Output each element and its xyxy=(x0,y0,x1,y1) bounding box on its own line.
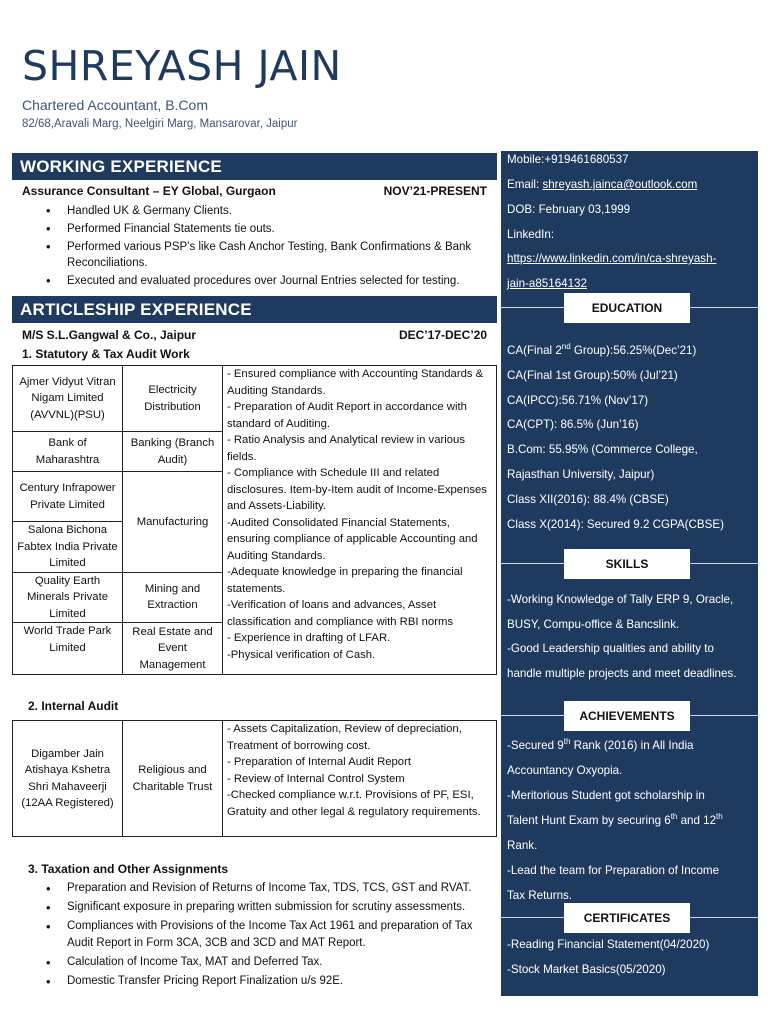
achievement-item: Rank. xyxy=(507,839,538,852)
work-item: - Compliance with Schedule III and related disclosures. Item-by-Item audit of Income-Expenses and Assets-Liability. xyxy=(227,467,487,512)
certificates-heading: CERTIFICATES xyxy=(564,903,690,933)
linkedin-label: LinkedIn: xyxy=(507,228,555,241)
table-row xyxy=(13,366,497,432)
client-cell: Ajmer Vidyut Vitran Nigam Limited (AVVNL)(PSU) xyxy=(13,366,123,432)
candidate-name: SHREYASH JAIN xyxy=(22,42,342,90)
education-item: Class XII(2016): 88.4% (CBSE) xyxy=(507,493,669,506)
date-of-birth: DOB: February 03,1999 xyxy=(507,203,631,216)
ach-text: Talent Hunt Exam by securing 6 xyxy=(507,814,671,827)
email-row xyxy=(507,178,697,191)
sector-cell: Banking (Branch Audit) xyxy=(123,432,223,472)
statutory-work-cell xyxy=(223,366,497,675)
linkedin-link-part2[interactable]: jain-a85164132 xyxy=(507,277,587,290)
client-cell: Salona Bichona Fabtex India Private Limited xyxy=(13,522,123,573)
achievement-item xyxy=(507,739,693,752)
work-item: - Ratio Analysis and Analytical review in various fields. xyxy=(227,434,465,463)
sidebar xyxy=(501,151,758,996)
articleship-firm-row xyxy=(12,323,497,343)
internal-work-cell xyxy=(223,721,497,837)
sector-cell: Religious and Charitable Trust xyxy=(123,721,223,837)
working-experience-heading: WORKING EXPERIENCE xyxy=(12,153,497,180)
education-item: Class X(2014): Secured 9.2 CGPA(CBSE) xyxy=(507,518,724,531)
client-cell: World Trade Park Limited xyxy=(13,623,123,675)
statutory-audit-title: 1. Statutory & Tax Audit Work xyxy=(22,347,190,361)
skill-item: BUSY, Compu-office & Bancslink. xyxy=(507,618,680,631)
edu-text: CA(Final 2 xyxy=(507,344,562,357)
list-item: • Performed various PSP’s like Cash Anchor Testing, Bank Confirmations & Bank Reconciliations. xyxy=(46,239,491,271)
list-item: • Performed Financial Statements tie outs. xyxy=(46,221,491,237)
sector-cell: Real Estate and Event Management xyxy=(123,623,223,675)
sector-cell: Mining and Extraction xyxy=(123,572,223,623)
ach-text: and 12 xyxy=(677,814,717,827)
work-item: - Assets Capitalization, Review of depreciation, Treatment of borrowing cost. xyxy=(227,723,462,752)
list-item: • Domestic Transfer Pricing Report Finalization u/s 92E. xyxy=(46,973,491,990)
statutory-audit-table xyxy=(12,365,497,675)
list-item: • Compliances with Provisions of the Income Tax Act 1961 and preparation of Tax Audit Report in Form 3CA, 3CB and 3CD and MAT Report. xyxy=(46,918,491,952)
working-role: Assurance Consultant – EY Global, Gurgaon xyxy=(22,184,276,198)
articleship-firm: M/S S.L.Gangwal & Co., Jaipur xyxy=(22,328,197,342)
work-item: -Checked compliance w.r.t. Provisions of PF, ESI, Gratuity and other legal & regulatory requirements. xyxy=(227,789,481,818)
work-item: - Experience in drafting of LFAR. xyxy=(227,632,391,644)
skill-item: -Good Leadership qualities and ability to xyxy=(507,642,714,655)
work-item: - Ensured compliance with Accounting Standards & Auditing Standards. xyxy=(227,368,484,397)
working-role-row xyxy=(12,180,497,199)
linkedin-link[interactable] xyxy=(507,252,716,265)
client-cell: Bank of Maharashtra xyxy=(13,432,123,472)
list-item: • Handled UK & Germany Clients. xyxy=(46,203,491,219)
education-item xyxy=(507,344,696,357)
education-item: CA(Final 1st Group):50% (Jul’21) xyxy=(507,369,678,382)
certificate-item: -Reading Financial Statement(04/2020) xyxy=(507,938,710,951)
client-cell: Quality Earth Minerals Private Limited xyxy=(13,572,123,623)
ach-text: Rank (2016) in All India xyxy=(570,739,694,752)
taxation-points xyxy=(12,880,497,990)
work-item: - Preparation of Internal Audit Report xyxy=(227,756,411,768)
internal-audit-table xyxy=(12,720,497,837)
linkedin-link-part1[interactable]: https://www.linkedin.com/in/ca-shreyash- xyxy=(507,252,717,265)
linkedin-link-cont[interactable] xyxy=(507,277,587,290)
client-cell: Digamber Jain Atishaya Kshetra Shri Mahaveerji (12AA Registered) xyxy=(13,721,123,837)
articleship-period: DEC’17-DEC’20 xyxy=(398,328,487,342)
email-label: Email: xyxy=(507,178,543,191)
work-item: - Review of Internal Control System xyxy=(227,772,405,785)
work-item: -Physical verification of Cash. xyxy=(227,648,376,661)
skill-item: handle multiple projects and meet deadlines. xyxy=(507,667,737,680)
work-item: - Preparation of Audit Report in accordance with standard of Auditing. xyxy=(227,401,467,430)
candidate-address: 82/68,Aravali Marg, Neelgiri Marg, Mansarovar, Jaipur xyxy=(22,118,298,130)
achievement-item: Accountancy Oxyopia. xyxy=(507,764,623,777)
articleship-heading: ARTICLESHIP EXPERIENCE xyxy=(12,296,497,323)
achievement-item: -Meritorious Student got scholarship in xyxy=(507,789,705,802)
working-period: NOV’21-PRESENT xyxy=(383,184,487,198)
education-item: CA(IPCC):56.71% (Nov’17) xyxy=(507,394,649,407)
achievement-item: -Lead the team for Preparation of Income xyxy=(507,864,720,877)
ach-sup: th xyxy=(716,812,723,822)
email-link[interactable]: shreyash.jainca@outlook.com xyxy=(542,178,698,191)
ach-sup: th xyxy=(670,812,678,822)
education-item: Rajasthan University, Jaipur) xyxy=(507,468,655,481)
certificate-item: -Stock Market Basics(05/2020) xyxy=(507,963,666,976)
achievement-item xyxy=(507,814,723,827)
skill-item: -Working Knowledge of Tally ERP 9, Oracle, xyxy=(507,593,734,606)
education-item: B.Com: 55.95% (Commerce College, xyxy=(507,443,698,456)
work-item: -Adequate knowledge in preparing the financial statements. xyxy=(227,566,463,595)
edu-text: Group):56.25%(Dec’21) xyxy=(570,344,697,357)
client-cell: Century Infrapower Private Limited xyxy=(13,472,123,522)
list-item: • Significant exposure in preparing written submission for scrutiny assessments. xyxy=(46,899,491,916)
edu-sup: nd xyxy=(561,342,571,352)
sector-cell: Manufacturing xyxy=(123,472,223,573)
taxation-title: 3. Taxation and Other Assignments xyxy=(28,862,229,876)
education-heading: EDUCATION xyxy=(564,293,690,323)
internal-audit-title: 2. Internal Audit xyxy=(28,699,119,713)
skills-heading: SKILLS xyxy=(564,549,690,579)
work-item: -Audited Consolidated Financial Statements, ensuring compliance of applicable Accounting and Auditing Standards. xyxy=(227,516,478,562)
list-item: • Executed and evaluated procedures over Journal Entries selected for testing. xyxy=(46,273,491,289)
mobile-number: Mobile:+919461680537 xyxy=(507,153,629,166)
ach-text: -Secured 9 xyxy=(507,739,564,752)
work-item: -Verification of loans and advances, Asset classification and compliance with RBI norms xyxy=(227,599,454,628)
ach-sup: th xyxy=(563,737,571,747)
education-item: CA(CPT): 86.5% (Jun’16) xyxy=(507,418,639,431)
list-item: • Calculation of Income Tax, MAT and Deferred Tax. xyxy=(46,954,491,971)
working-points xyxy=(12,203,497,289)
candidate-title: Chartered Accountant, B.Com xyxy=(22,97,208,113)
list-item: • Preparation and Revision of Returns of Income Tax, TDS, TCS, GST and RVAT. xyxy=(46,880,491,897)
achievements-heading: ACHIEVEMENTS xyxy=(564,701,690,731)
main-column xyxy=(12,153,497,992)
sector-cell: Electricity Distribution xyxy=(123,366,223,432)
table-row xyxy=(13,721,497,837)
achievement-item: Tax Returns. xyxy=(507,889,573,902)
